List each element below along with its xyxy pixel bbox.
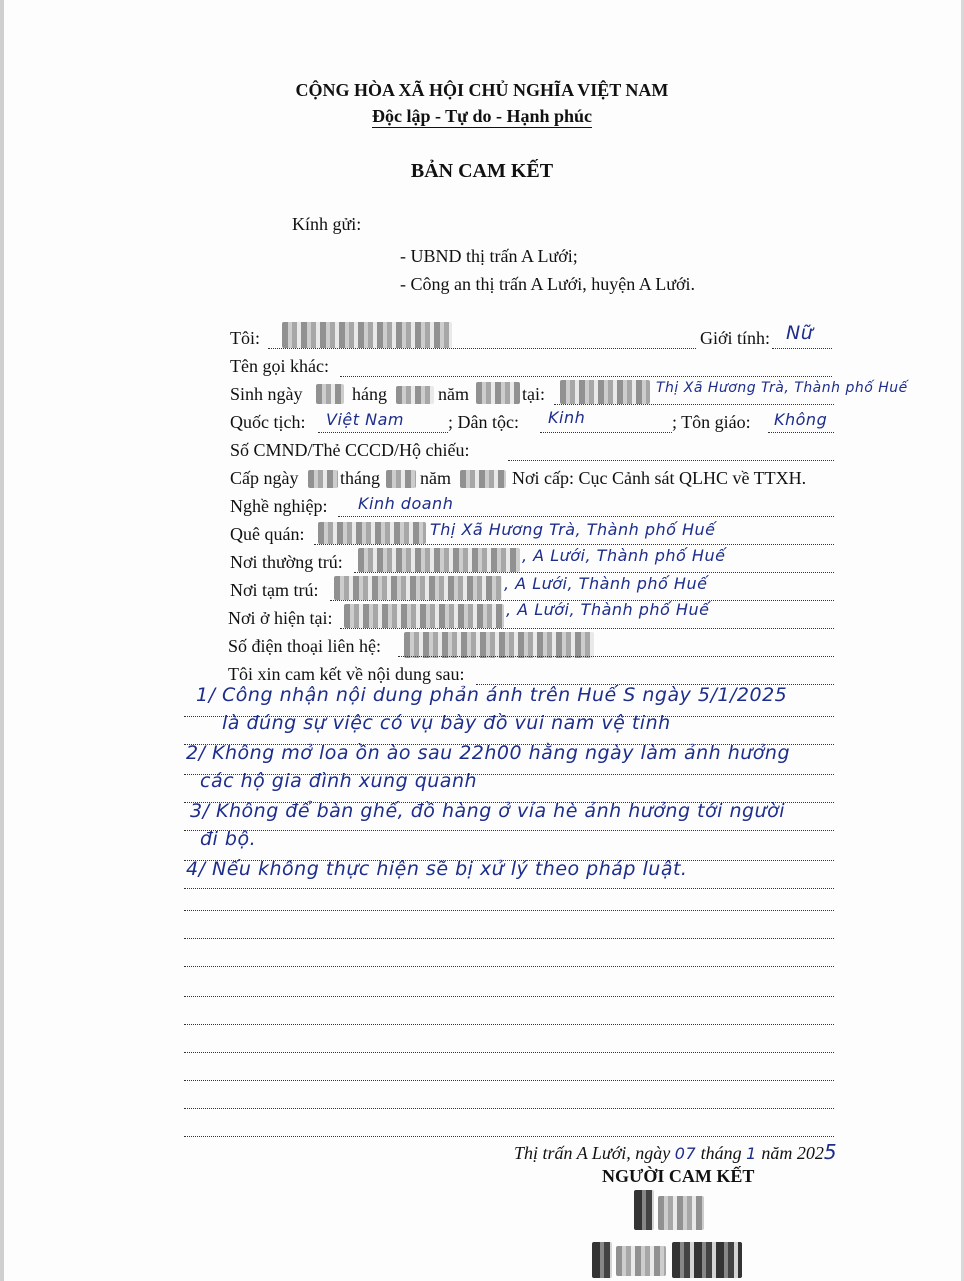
hometown-label: Quê quán: xyxy=(230,524,305,544)
nationality-value: Việt Nam xyxy=(326,410,404,429)
birth-year-label: năm xyxy=(438,384,469,404)
phone-label: Số điện thoại liên hệ: xyxy=(228,636,381,656)
temporary-value: , A Lưới, Thành phố Huế xyxy=(504,574,708,593)
date-day: 07 xyxy=(674,1144,697,1163)
id-label: Số CMND/Thẻ CCCD/Hộ chiếu: xyxy=(230,440,470,460)
redacted-issue-month xyxy=(386,470,416,488)
redacted-birth-day xyxy=(316,384,344,404)
religion-dots xyxy=(768,432,834,433)
issue-place: Nơi cấp: Cục Cảnh sát QLHC về TTXH. xyxy=(512,468,807,488)
ruled-line xyxy=(184,996,834,997)
document-title: BẢN CAM KẾT xyxy=(410,160,554,182)
redacted-name xyxy=(282,322,452,348)
birth-dots xyxy=(554,404,834,405)
ruled-line xyxy=(184,1080,834,1081)
commitment-line-3: 2/ Không mở loa ồn ào sau 22h00 hằng ngày làm ảnh hưởng xyxy=(186,742,791,764)
ruled-line xyxy=(184,966,834,967)
ruled-line xyxy=(184,1024,834,1025)
ruled-line xyxy=(184,938,834,939)
signature xyxy=(592,1242,612,1278)
ruled-line xyxy=(184,1052,834,1053)
hometown-dots xyxy=(314,544,834,545)
commitment-line-4: các hộ gia đình xung quanh xyxy=(200,770,478,792)
recipient-2: - Công an thị trấn A Lưới, huyện A Lưới. xyxy=(400,274,696,294)
year-label: năm 202 xyxy=(761,1143,824,1163)
birth-label: Sinh ngày xyxy=(230,384,303,404)
ruled-line xyxy=(184,1136,834,1137)
signature xyxy=(634,1190,654,1230)
phone-dots xyxy=(398,656,834,657)
redacted-phone xyxy=(404,632,594,658)
current-dots xyxy=(340,628,834,629)
gender-value: Nữ xyxy=(786,322,814,344)
motto xyxy=(0,106,964,127)
religion-value: Không xyxy=(774,410,828,429)
recipient-1: - UBND thị trấn A Lưới; xyxy=(400,246,578,266)
commitment-line-1: 1/ Công nhận nội dung phản ánh trên Huế S ngày 5/1/2025 xyxy=(196,684,788,706)
page-edge-left xyxy=(0,0,4,1281)
current-value: , A Lưới, Thành phố Huế xyxy=(506,600,710,619)
occupation-value: Kinh doanh xyxy=(358,494,454,513)
motto-text: Độc lập - Tự do - Hạnh phúc xyxy=(371,106,593,126)
ruled-line xyxy=(184,830,834,831)
place-date-prefix: Thị trấn A Lưới, ngày xyxy=(514,1143,671,1163)
nationality-label: Quốc tịch: xyxy=(230,412,306,432)
redacted-issue-day xyxy=(308,470,338,488)
ethnicity-value: Kinh xyxy=(548,408,586,427)
redacted-birth-month xyxy=(396,386,434,404)
gender-dots xyxy=(772,348,832,349)
ruled-line xyxy=(184,888,834,889)
birth-place-value: Thị Xã Hương Trà, Thành phố Huế xyxy=(656,380,908,396)
religion-label: ; Tôn giáo: xyxy=(672,412,751,432)
id-dots xyxy=(508,460,834,461)
ethnicity-dots xyxy=(540,432,672,433)
alias-label: Tên gọi khác: xyxy=(230,356,329,376)
occupation-dots xyxy=(338,516,834,517)
redacted-birth-place xyxy=(560,380,650,404)
redacted-permanent xyxy=(358,548,520,572)
issue-month-label: tháng xyxy=(340,468,380,488)
permanent-value: , A Lưới, Thành phố Huế xyxy=(522,546,726,565)
redacted-birth-year xyxy=(476,382,520,404)
nationality-dots xyxy=(318,432,448,433)
issue-day-label: Cấp ngày xyxy=(230,468,299,488)
date-month: 1 xyxy=(746,1144,757,1163)
current-label: Nơi ở hiện tại: xyxy=(228,608,333,628)
permanent-dots xyxy=(354,572,834,573)
redacted-temporary xyxy=(334,576,502,600)
commitment-line-5: 3/ Không để bàn ghế, đồ hàng ở vỉa hè ảnh hưởng tới người xyxy=(190,800,785,822)
commit-label: Tôi xin cam kết về nội dung sau: xyxy=(228,664,465,684)
signer-label: NGƯỜI CAM KẾT xyxy=(602,1166,755,1186)
issue-year-label: năm xyxy=(420,468,451,488)
signature xyxy=(616,1246,666,1276)
month-label: tháng xyxy=(700,1143,742,1163)
gender-label: Giới tính: xyxy=(700,328,771,348)
redacted-issue-year xyxy=(460,470,506,488)
nation-header: CỘNG HÒA XÃ HỘI CHỦ NGHĨA VIỆT NAM xyxy=(295,80,669,100)
birth-place-label: tại: xyxy=(522,384,545,404)
redacted-current xyxy=(344,604,504,628)
signature xyxy=(672,1242,742,1278)
name-label: Tôi: xyxy=(230,328,260,348)
occupation-label: Nghề nghiệp: xyxy=(230,496,328,516)
ruled-line xyxy=(184,1108,834,1109)
permanent-label: Nơi thường trú: xyxy=(230,552,343,572)
commitment-line-7: 4/ Nếu không thực hiện sẽ bị xử lý theo pháp luật. xyxy=(186,858,688,880)
redacted-hometown xyxy=(318,522,426,544)
ethnicity-label: ; Dân tộc: xyxy=(448,412,519,432)
ruled-line xyxy=(184,910,834,911)
recipients-label: Kính gửi: xyxy=(292,214,362,234)
place-date xyxy=(514,1140,837,1164)
date-year-digit: 5 xyxy=(823,1140,838,1164)
signature xyxy=(658,1196,704,1230)
commitment-line-6: đi bộ. xyxy=(200,828,257,850)
name-dots xyxy=(268,348,696,349)
alias-dots xyxy=(340,376,832,377)
commitment-line-2: là đúng sự việc có vụ bày đồ vui nam vệ tinh xyxy=(222,712,671,734)
birth-month-label: háng xyxy=(352,384,387,404)
temporary-label: Nơi tạm trú: xyxy=(230,580,319,600)
hometown-value: Thị Xã Hương Trà, Thành phố Huế xyxy=(430,520,716,539)
